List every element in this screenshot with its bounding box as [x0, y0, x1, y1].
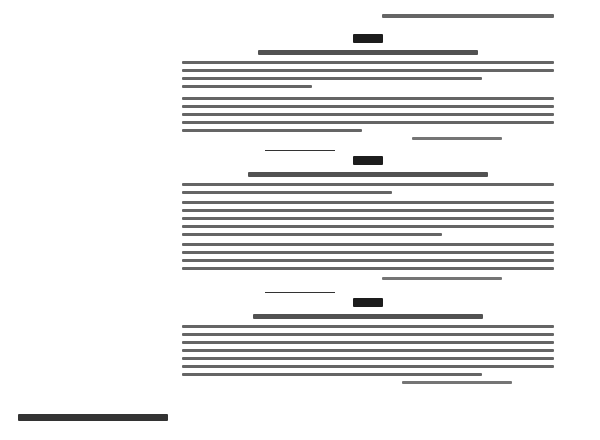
entry-one-number: [353, 34, 383, 43]
entry-two-dateline: [248, 172, 488, 177]
entry-one-text-line: [182, 77, 482, 80]
entry-three-text-line: [182, 365, 554, 368]
entry-three-text-line: [182, 333, 554, 336]
entry-two-text-line: [182, 225, 554, 228]
entry-two-text-line: [182, 217, 554, 220]
entry-one: [182, 34, 554, 144]
running-header-text: [382, 14, 554, 18]
entry-two-text-line: [182, 267, 554, 270]
entry-two-text-line: [182, 233, 442, 236]
entry-one-text-line: [182, 129, 362, 132]
entry-three-text-line: [182, 357, 554, 360]
entry-two-number: [353, 156, 383, 165]
section-rule: [265, 150, 335, 151]
page-footer: [18, 414, 168, 421]
entry-one-text-line: [182, 105, 554, 108]
entry-one-text-line: [182, 85, 312, 88]
entry-two-text-line: [182, 201, 554, 204]
entry-two-credit: [382, 277, 502, 280]
entry-two: [182, 156, 554, 286]
section-rule: [265, 292, 335, 293]
entry-three-credit: [402, 381, 512, 384]
entry-three-text-line: [182, 325, 554, 328]
entry-one-text-line: [182, 97, 554, 100]
entry-three-text-line: [182, 373, 482, 376]
entry-one-credit: [412, 137, 502, 140]
entry-two-text-line: [182, 209, 554, 212]
entry-two-text-line: [182, 251, 554, 254]
entry-one-text-line: [182, 121, 554, 124]
entry-one-text-line: [182, 61, 554, 64]
entry-one-text-line: [182, 113, 554, 116]
entry-two-text-line: [182, 183, 554, 186]
entry-three-dateline: [253, 314, 483, 319]
entry-two-text-line: [182, 191, 392, 194]
entry-two-text-line: [182, 243, 554, 246]
entry-three: [182, 298, 554, 388]
entry-one-text-line: [182, 69, 554, 72]
running-header: [182, 10, 554, 20]
entry-three-text-line: [182, 349, 554, 352]
entry-three-number: [353, 298, 383, 307]
entry-one-dateline: [258, 50, 478, 55]
entry-three-text-line: [182, 341, 554, 344]
entry-two-text-line: [182, 259, 554, 262]
